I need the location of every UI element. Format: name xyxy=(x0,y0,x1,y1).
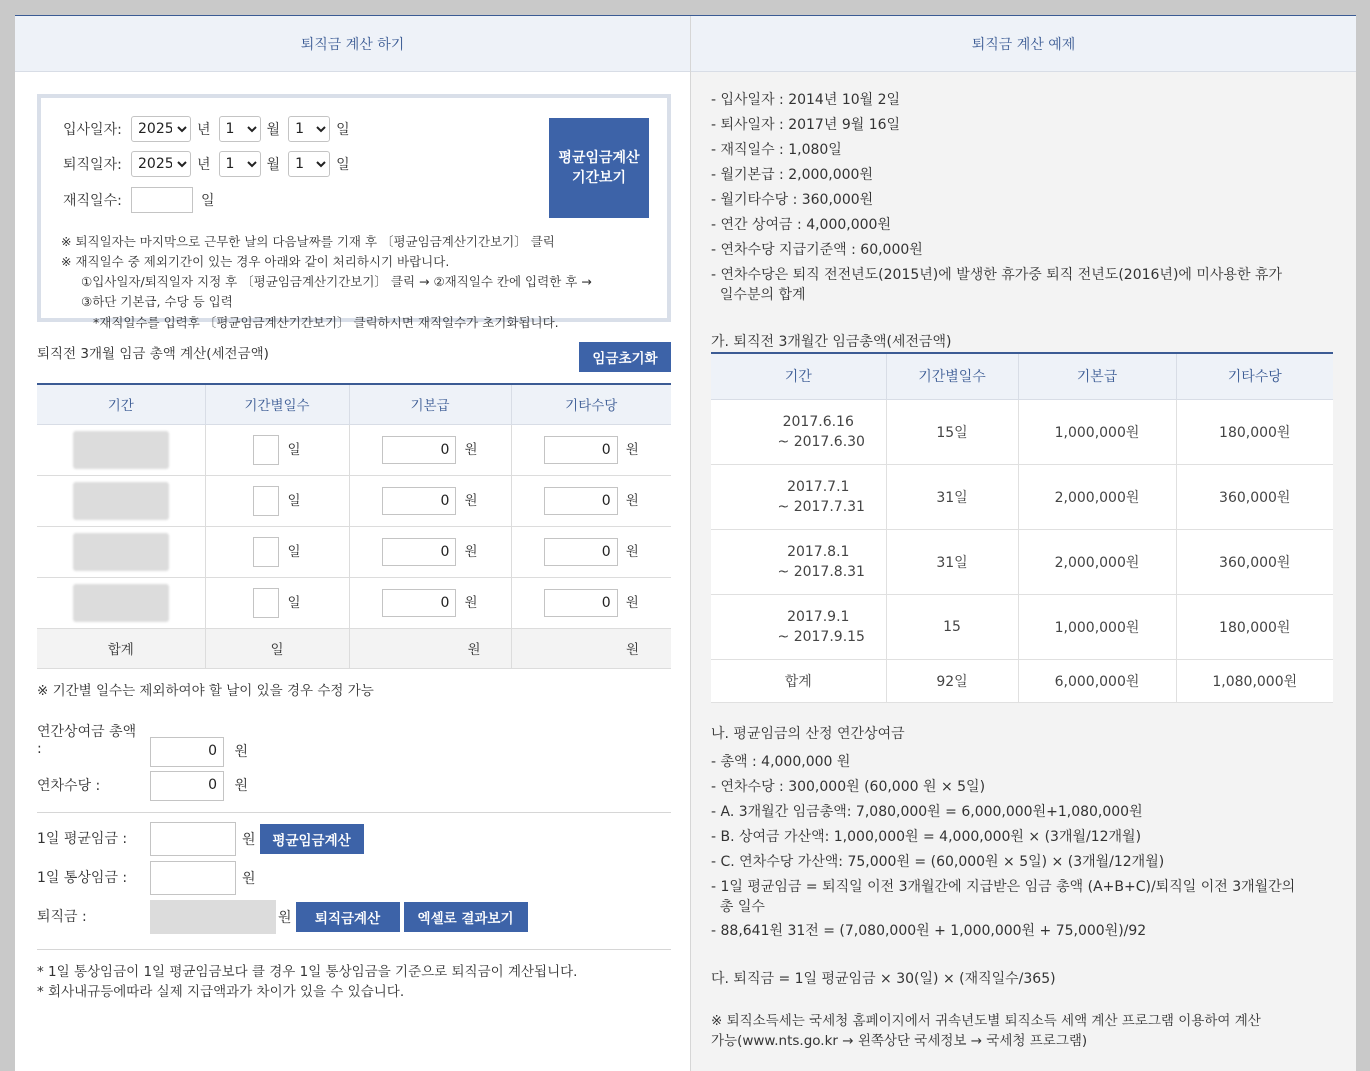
days-input[interactable] xyxy=(253,588,279,618)
year-unit: 년 xyxy=(197,122,211,138)
end-day-select[interactable] xyxy=(288,151,330,177)
col-header: 기간별일수 xyxy=(205,384,349,424)
start-date-label: 입사일자: xyxy=(63,122,122,138)
won-unit: 원 xyxy=(242,832,256,848)
period-start: 2017.7.1 xyxy=(787,478,850,495)
other-cell: 360,000원 xyxy=(1176,529,1333,594)
won-unit: 원 xyxy=(464,441,478,458)
col-header: 기간 xyxy=(711,353,886,399)
table-row xyxy=(711,594,1333,659)
month-unit: 월 xyxy=(266,122,281,138)
note-line: ※ 퇴직일자는 마지막으로 근무한 날의 다음날짜를 기재 후 〔평균임금계산기간보기〕 클릭 xyxy=(61,234,555,249)
section-b-lines xyxy=(711,750,1295,944)
section-a-title: 가. 퇴직전 3개월간 임금총액(세전금액) xyxy=(711,334,952,350)
basic-cell: 2,000,000원 xyxy=(1018,464,1176,529)
won-unit: 원 xyxy=(625,594,639,611)
table-row xyxy=(711,464,1333,529)
days-cell: 15 xyxy=(886,594,1018,659)
end-year-select[interactable] xyxy=(131,151,191,177)
won-unit: 원 xyxy=(278,910,292,926)
ordinary-wage-row xyxy=(150,861,256,895)
wage-input-table xyxy=(37,383,671,669)
ordinary-wage-label: 1일 통상임금 : xyxy=(37,870,128,886)
other-allowance-input[interactable]: 0 xyxy=(544,589,618,617)
calc-avg-wage-button[interactable]: 평균임금계산 xyxy=(260,824,364,854)
day-unit: 일 xyxy=(287,594,301,611)
tax-note: ※ 퇴직소득세는 국세청 홈페이지에서 귀속년도별 퇴직소득 세액 계산 프로그램 이용하여 계산 xyxy=(711,1013,1261,1029)
sum-basic: 6,000,000원 xyxy=(1018,659,1176,702)
period-placeholder xyxy=(73,431,169,469)
won-unit: 원 xyxy=(625,492,639,509)
basic-cell: 1,000,000원 xyxy=(1018,399,1176,464)
sum-other: 원 xyxy=(511,628,671,668)
service-days-row xyxy=(63,185,223,215)
view-period-button[interactable]: 평균임금계산 기간보기 xyxy=(549,118,649,218)
end-date-label: 퇴직일자: xyxy=(63,157,122,173)
fact-line: - 퇴사일자 : 2017년 9월 16일 xyxy=(711,117,901,133)
fact-line: - 월기본급 : 2,000,000원 xyxy=(711,167,873,183)
avg-wage-label: 1일 평균임금 : xyxy=(37,831,128,847)
days-input[interactable] xyxy=(253,486,279,516)
avg-wage-output xyxy=(150,822,236,856)
days-cell: 31일 xyxy=(886,529,1018,594)
days-input[interactable] xyxy=(253,435,279,465)
start-year-select[interactable] xyxy=(131,116,191,142)
note-line: ※ 재직일수 중 제외기간이 있는 경우 아래와 같이 처리하시기 바랍니다. xyxy=(61,254,450,269)
calc-line: - C. 연차수당 가산액: 75,000원 = (60,000원 × 5일) × (3개월/12개월) xyxy=(711,854,1165,870)
day-unit: 일 xyxy=(287,543,301,560)
month-unit: 월 xyxy=(266,157,281,173)
table-row xyxy=(37,475,671,526)
bonus-label: 연간상여금 총액 xyxy=(37,724,137,740)
note-line: *재직일수를 입력후 〔평균임금계산기간보기〕 클릭하시면 재직일수가 초기화됩니다. xyxy=(93,315,559,330)
calc-line: - 88,641원 31전 = (7,080,000원 + 1,000,000원 + 75,000원)/92 xyxy=(711,923,1147,939)
calculator-frame xyxy=(15,15,1356,1071)
calculator-header: 퇴직금 계산 하기 xyxy=(15,16,690,72)
example-panel xyxy=(691,16,1356,1071)
end-date-row xyxy=(63,149,358,179)
other-cell: 180,000원 xyxy=(1176,594,1333,659)
section-c-title: 다. 퇴직금 = 1일 평균임금 × 30(일) × (재직일수/365) xyxy=(711,971,1056,987)
basic-cell: 1,000,000원 xyxy=(1018,594,1176,659)
table-row xyxy=(37,577,671,628)
calc-line: - 1일 평균임금 = 퇴직일 이전 3개월간에 지급받은 임금 총액 (A+B+C)/퇴직일 이전 3개월간의 xyxy=(711,879,1296,895)
bonus-row xyxy=(150,737,248,767)
days-cell: 31일 xyxy=(886,464,1018,529)
note-line: ①입사일자/퇴직일자 지정 후 〔평균임금계산기간보기〕 클릭 → ②재직일수 칸에 입력한 후 → xyxy=(81,274,592,289)
table-row xyxy=(37,526,671,577)
day-unit: 일 xyxy=(287,441,301,458)
example-header: 퇴직금 계산 예제 xyxy=(691,16,1356,72)
fact-line: 일수분의 합계 xyxy=(711,287,806,303)
basic-pay-input[interactable]: 0 xyxy=(382,487,456,515)
leave-row xyxy=(150,771,248,801)
service-days-label: 재직일수: xyxy=(63,193,122,209)
won-unit: 원 xyxy=(234,778,248,794)
start-day-select[interactable] xyxy=(288,116,330,142)
ordinary-wage-input[interactable] xyxy=(150,861,236,895)
date-input-box xyxy=(37,94,671,330)
divider xyxy=(37,949,671,950)
other-allowance-input[interactable]: 0 xyxy=(544,538,618,566)
other-allowance-input[interactable]: 0 xyxy=(544,436,618,464)
period-placeholder xyxy=(73,533,169,571)
avg-wage-row xyxy=(150,822,364,856)
calc-line: - B. 상여금 가산액: 1,000,000원 = 4,000,000원 × (3개월/12개월) xyxy=(711,829,1142,845)
period-placeholder xyxy=(73,482,169,520)
table-row xyxy=(711,529,1333,594)
severance-label: 퇴직금 : xyxy=(37,909,87,925)
calculator-panel xyxy=(15,16,691,1071)
basic-pay-input[interactable]: 0 xyxy=(382,589,456,617)
calc-line: - 총액 : 4,000,000 원 xyxy=(711,754,851,770)
fact-line: - 재직일수 : 1,080일 xyxy=(711,142,842,158)
leave-allowance-input[interactable]: 0 xyxy=(150,771,224,801)
section-b-title: 나. 평균임금의 산정 연간상여금 xyxy=(711,726,905,742)
col-header: 기간별일수 xyxy=(886,353,1018,399)
basic-pay-input[interactable]: 0 xyxy=(382,436,456,464)
won-unit: 원 xyxy=(464,543,478,560)
fact-line: - 연차수당 지급기준액 : 60,000원 xyxy=(711,242,923,258)
excel-result-button[interactable]: 엑셀로 결과보기 xyxy=(404,902,528,932)
period-start: 2017.6.16 xyxy=(782,413,854,430)
period-start: 2017.8.1 xyxy=(787,543,850,560)
example-table xyxy=(711,352,1333,703)
col-header: 기타수당 xyxy=(1176,353,1333,399)
sum-other: 1,080,000원 xyxy=(1176,659,1333,702)
won-unit: 원 xyxy=(625,441,639,458)
table-row xyxy=(711,399,1333,464)
days-cell: 15일 xyxy=(886,399,1018,464)
example-facts xyxy=(711,88,1282,305)
table-row xyxy=(37,424,671,475)
won-unit: 원 xyxy=(242,871,256,887)
calc-line: - A. 3개월간 임금총액: 7,080,000원 = 6,000,000원+1,080,000원 xyxy=(711,804,1143,820)
start-date-row xyxy=(63,114,358,144)
col-header: 기본급 xyxy=(349,384,511,424)
sum-days: 일 xyxy=(205,628,349,668)
end-month-select[interactable] xyxy=(219,151,261,177)
leave-label: 연차수당 : xyxy=(37,778,101,794)
footnote: * 회사내규등에따라 실제 지급액과가 차이가 있을 수 있습니다. xyxy=(37,984,405,1000)
basic-cell: 2,000,000원 xyxy=(1018,529,1176,594)
sum-days: 92일 xyxy=(886,659,1018,702)
won-unit: 원 xyxy=(464,492,478,509)
year-unit: 년 xyxy=(197,157,211,173)
won-unit: 원 xyxy=(234,744,248,760)
tax-note: 가능(www.nts.go.kr → 왼쪽상단 국세정보 → 국세청 프로그램) xyxy=(711,1033,1088,1049)
bonus-input[interactable]: 0 xyxy=(150,737,224,767)
calc-severance-button[interactable]: 퇴직금계산 xyxy=(296,902,400,932)
col-header: 기간 xyxy=(37,384,205,424)
reset-wage-button[interactable]: 임금초기화 xyxy=(579,342,671,372)
sum-row xyxy=(37,628,671,668)
period-start: 2017.9.1 xyxy=(787,608,850,625)
fact-line: - 연간 상여금 : 4,000,000원 xyxy=(711,217,891,233)
won-unit: 원 xyxy=(464,594,478,611)
note-line: ③하단 기본급, 수당 등 입력 xyxy=(81,294,233,309)
basic-pay-input[interactable]: 0 xyxy=(382,538,456,566)
day-unit: 일 xyxy=(336,122,350,138)
divider xyxy=(37,812,671,813)
day-unit: 일 xyxy=(201,193,215,209)
other-cell: 360,000원 xyxy=(1176,464,1333,529)
calc-line: - 연차수당 : 300,000원 (60,000 원 × 5일) xyxy=(711,779,986,795)
period-end: ~ 2017.9.15 xyxy=(777,628,865,645)
sum-basic: 원 xyxy=(349,628,511,668)
calc-line: 총 일수 xyxy=(711,899,765,915)
day-unit: 일 xyxy=(336,157,350,173)
bonus-colon: : xyxy=(37,741,42,757)
start-month-select[interactable] xyxy=(219,116,261,142)
days-input[interactable] xyxy=(253,537,279,567)
fact-line: - 입사일자 : 2014년 10월 2일 xyxy=(711,92,901,108)
fact-line: - 월기타수당 : 360,000원 xyxy=(711,192,874,208)
wage-section-title: 퇴직전 3개월 임금 총액 계산(세전금액) xyxy=(37,346,269,362)
fact-line: - 연차수당은 퇴직 전전년도(2015년)에 발생한 휴가중 퇴직 전년도(2016년)에 미사용한 휴가 xyxy=(711,267,1282,283)
other-allowance-input[interactable]: 0 xyxy=(544,487,618,515)
sum-label: 합계 xyxy=(37,628,205,668)
service-days-input[interactable] xyxy=(131,187,193,213)
period-end: ~ 2017.6.30 xyxy=(777,433,865,450)
period-end: ~ 2017.8.31 xyxy=(777,563,865,580)
col-header: 기타수당 xyxy=(511,384,671,424)
sum-label: 합계 xyxy=(711,659,886,702)
col-header: 기본급 xyxy=(1018,353,1176,399)
other-cell: 180,000원 xyxy=(1176,399,1333,464)
period-end: ~ 2017.7.31 xyxy=(777,498,865,515)
footnote: * 1일 통상임금이 1일 평균임금보다 클 경우 1일 통상임금을 기준으로 퇴직금이 계산됩니다. xyxy=(37,964,578,980)
table-note: ※ 기간별 일수는 제외하여야 할 날이 있을 경우 수정 가능 xyxy=(37,683,374,699)
severance-row xyxy=(150,900,528,934)
day-unit: 일 xyxy=(287,492,301,509)
period-placeholder xyxy=(73,584,169,622)
severance-output xyxy=(150,900,276,934)
sum-row xyxy=(711,659,1333,702)
won-unit: 원 xyxy=(625,543,639,560)
